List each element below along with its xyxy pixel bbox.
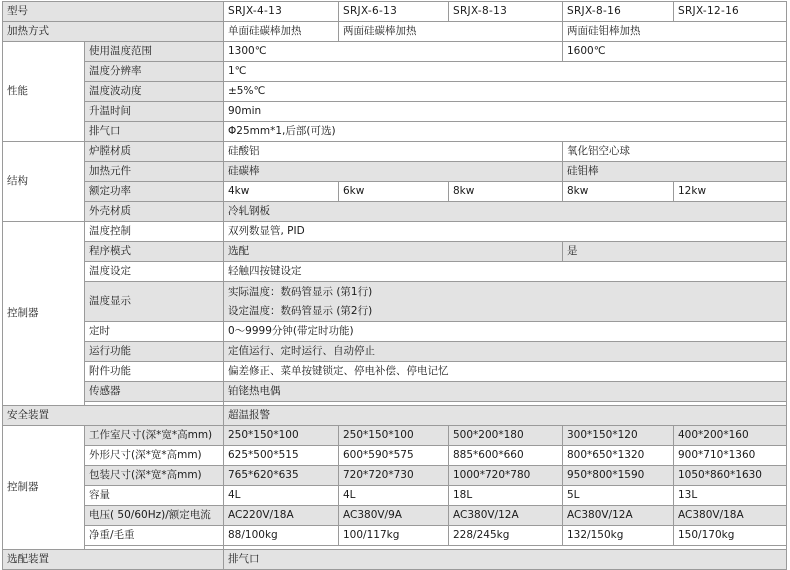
- heating-label: 加热方式: [3, 22, 224, 42]
- performance-label: 性能: [3, 42, 85, 142]
- heating-value-1: 单面硅碳棒加热: [224, 22, 339, 42]
- table-row: [3, 362, 787, 382]
- outer-size-2: 600*590*575: [339, 446, 449, 466]
- extra-label: 附件功能: [85, 362, 224, 382]
- weight-1: 88/100kg: [224, 526, 339, 546]
- table-row: [3, 242, 787, 262]
- pack-size-5: 1050*860*1630: [674, 466, 787, 486]
- chamber-label: 炉膛材质: [85, 142, 224, 162]
- temp-setting-label: 温度设定: [85, 262, 224, 282]
- header-label: 型号: [3, 2, 224, 22]
- power-label: 额定功率: [85, 182, 224, 202]
- shell-label: 外壳材质: [85, 202, 224, 222]
- safety-row: [3, 406, 787, 426]
- sensor-value: 铂铑热电偶: [224, 382, 787, 402]
- voltage-4: AC380V/12A: [563, 506, 674, 526]
- table-row: [3, 426, 787, 446]
- pack-size-2: 720*720*730: [339, 466, 449, 486]
- voltage-1: AC220V/18A: [224, 506, 339, 526]
- table-row: [3, 342, 787, 362]
- weight-4: 132/150kg: [563, 526, 674, 546]
- table-row: [3, 486, 787, 506]
- table-row: [3, 262, 787, 282]
- weight-3: 228/245kg: [449, 526, 563, 546]
- timer-label: 定时: [85, 322, 224, 342]
- element-value-2: 硅钼棒: [563, 162, 787, 182]
- chamber-value-1: 硅酸铝: [224, 142, 563, 162]
- weight-label: 净重/毛重: [85, 526, 224, 546]
- structure-label: 结构: [3, 142, 85, 222]
- resolution-value: 1℃: [224, 62, 787, 82]
- table-row: [3, 122, 787, 142]
- table-row: [3, 142, 787, 162]
- volume-1: 4L: [224, 486, 339, 506]
- temp-control-value: 双列数显管, PID: [224, 222, 787, 242]
- timer-value: 0～9999分钟(带定时功能): [224, 322, 787, 342]
- table-row: [3, 102, 787, 122]
- temp-range-value-1: 1300℃: [224, 42, 563, 62]
- temp-display-value: [224, 282, 787, 322]
- optional-label: 选配装置: [3, 550, 224, 570]
- exhaust-label: 排气口: [85, 122, 224, 142]
- pack-size-4: 950*800*1590: [563, 466, 674, 486]
- resolution-label: 温度分辨率: [85, 62, 224, 82]
- optional-row: [3, 550, 787, 570]
- heating-value-3: 两面硅钼棒加热: [563, 22, 787, 42]
- temp-display-line-1: 实际温度：数码管显示 (第1行): [228, 285, 373, 298]
- volume-4: 5L: [563, 486, 674, 506]
- run-label: 运行功能: [85, 342, 224, 362]
- model-4: SRJX-8-16: [563, 2, 674, 22]
- heating-value-2: 两面硅碳棒加热: [339, 22, 563, 42]
- weight-5: 150/170kg: [674, 526, 787, 546]
- table-row: [3, 526, 787, 546]
- temp-range-label: 使用温度范围: [85, 42, 224, 62]
- table-row: [3, 222, 787, 242]
- fluctuation-label: 温度波动度: [85, 82, 224, 102]
- volume-3: 18L: [449, 486, 563, 506]
- table-row: [3, 382, 787, 402]
- power-value-5: 12kw: [674, 182, 787, 202]
- extra-value: 偏差修正、菜单按键锁定、停电补偿、停电记忆: [224, 362, 787, 382]
- chamber-size-4: 300*150*120: [563, 426, 674, 446]
- optional-value: 排气口: [224, 550, 787, 570]
- power-value-1: 4kw: [224, 182, 339, 202]
- pack-size-label: 包装尺寸(深*宽*高mm): [85, 466, 224, 486]
- chamber-size-3: 500*200*180: [449, 426, 563, 446]
- model-1: SRJX-4-13: [224, 2, 339, 22]
- temp-setting-value: 轻触四按键设定: [224, 262, 787, 282]
- element-value-1: 硅碳棒: [224, 162, 563, 182]
- exhaust-value: Φ25mm*1,后部(可选): [224, 122, 787, 142]
- outer-size-label: 外形尺寸(深*宽*高mm): [85, 446, 224, 466]
- program-value-2: 是: [563, 242, 787, 262]
- model-2: SRJX-6-13: [339, 2, 449, 22]
- voltage-5: AC380V/18A: [674, 506, 787, 526]
- table-row: [3, 446, 787, 466]
- chamber-size-5: 400*200*160: [674, 426, 787, 446]
- weight-2: 100/117kg: [339, 526, 449, 546]
- spec-table: [2, 1, 787, 570]
- table-row: [3, 506, 787, 526]
- voltage-label: 电压( 50/60Hz)/额定电流: [85, 506, 224, 526]
- heatup-value: 90min: [224, 102, 787, 122]
- safety-value: 超温报警: [224, 406, 787, 426]
- table-row: [3, 42, 787, 62]
- table-row: [3, 322, 787, 342]
- safety-label: 安全装置: [3, 406, 224, 426]
- volume-5: 13L: [674, 486, 787, 506]
- outer-size-5: 900*710*1360: [674, 446, 787, 466]
- heating-row: [3, 22, 787, 42]
- element-label: 加热元件: [85, 162, 224, 182]
- outer-size-3: 885*600*660: [449, 446, 563, 466]
- voltage-3: AC380V/12A: [449, 506, 563, 526]
- table-row: [3, 282, 787, 322]
- model-5: SRJX-12-16: [674, 2, 787, 22]
- temp-control-label: 温度控制: [85, 222, 224, 242]
- table-row: [3, 62, 787, 82]
- controller2-label: 控制器: [3, 426, 85, 550]
- shell-value: 冷轧钢板: [224, 202, 787, 222]
- temp-display-label: 温度显示: [85, 282, 224, 322]
- table-row: [3, 182, 787, 202]
- table-row: [3, 202, 787, 222]
- voltage-2: AC380V/9A: [339, 506, 449, 526]
- table-row: [3, 162, 787, 182]
- program-label: 程序模式: [85, 242, 224, 262]
- sensor-label: 传感器: [85, 382, 224, 402]
- chamber-size-1: 250*150*100: [224, 426, 339, 446]
- power-value-2: 6kw: [339, 182, 449, 202]
- heatup-label: 升温时间: [85, 102, 224, 122]
- pack-size-1: 765*620*635: [224, 466, 339, 486]
- power-value-3: 8kw: [449, 182, 563, 202]
- temp-range-value-2: 1600℃: [563, 42, 787, 62]
- program-value-1: 选配: [224, 242, 563, 262]
- chamber-size-2: 250*150*100: [339, 426, 449, 446]
- pack-size-3: 1000*720*780: [449, 466, 563, 486]
- fluctuation-value: ±5%℃: [224, 82, 787, 102]
- chamber-size-label: 工作室尺寸(深*宽*高mm): [85, 426, 224, 446]
- temp-display-line-2: 设定温度：数码管显示 (第2行): [228, 304, 373, 317]
- power-value-4: 8kw: [563, 182, 674, 202]
- model-3: SRJX-8-13: [449, 2, 563, 22]
- table-row: [3, 82, 787, 102]
- volume-2: 4L: [339, 486, 449, 506]
- outer-size-4: 800*650*1320: [563, 446, 674, 466]
- controller-label: 控制器: [3, 222, 85, 406]
- outer-size-1: 625*500*515: [224, 446, 339, 466]
- table-row: [3, 466, 787, 486]
- chamber-value-2: 氧化铝空心球: [563, 142, 787, 162]
- volume-label: 容量: [85, 486, 224, 506]
- run-value: 定值运行、定时运行、自动停止: [224, 342, 787, 362]
- header-row: [3, 2, 787, 22]
